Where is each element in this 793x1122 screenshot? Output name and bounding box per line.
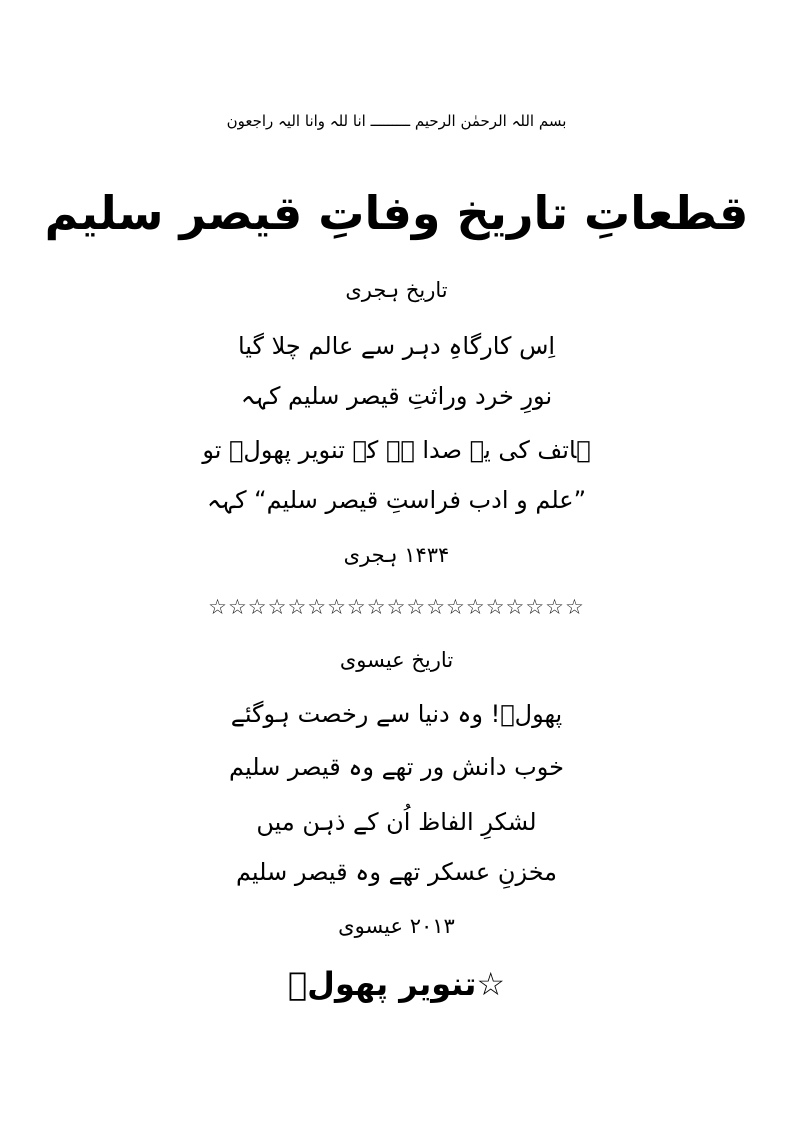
star-divider: ☆☆☆☆☆☆☆☆☆☆☆☆☆☆☆☆☆☆☆ xyxy=(208,595,585,619)
hijri-verse-4: ”علم و ادب فراستِ قیصر سلیم“ کہہ xyxy=(206,486,587,514)
gregorian-verse-1: پھولؔ! وہ دنیا سے رخصت ہوگئے xyxy=(230,700,563,728)
gregorian-heading: تاریخ عیسوی xyxy=(339,648,454,672)
author-signature: ☆تنویر پھولؔ xyxy=(287,965,506,1003)
invocation-line: بسم اللہ الرحمٰن الرحیم ـــــــــ انا للہ وانا الیہ راجعون xyxy=(226,112,567,130)
page-title: قطعاتِ تاریخ وفاتِ قیصر سلیم xyxy=(44,186,749,240)
gregorian-verse-3: لشکرِ الفاظ اُن کے ذہن میں xyxy=(256,808,537,836)
hijri-verse-1: اِس کارگاہِ دہر سے عالم چلا گیا xyxy=(237,332,556,360)
gregorian-verse-2: خوب دانش ور تھے وہ قیصر سلیم xyxy=(229,753,564,781)
hijri-verse-3: ہاتف کی یہ صدا ہے کہ تنویر پھولؔ تو xyxy=(202,436,591,464)
hijri-heading: تاریخ ہجری xyxy=(345,278,448,302)
gregorian-verse-4: مخزنِ عسکر تھے وہ قیصر سلیم xyxy=(235,858,558,886)
hijri-year: ۱۴۳۴ ہجری xyxy=(343,543,450,567)
gregorian-year: ۲۰۱۳ عیسوی xyxy=(338,914,455,938)
hijri-verse-2: نورِ خرد وراثتِ قیصر سلیم کہہ xyxy=(240,382,553,410)
